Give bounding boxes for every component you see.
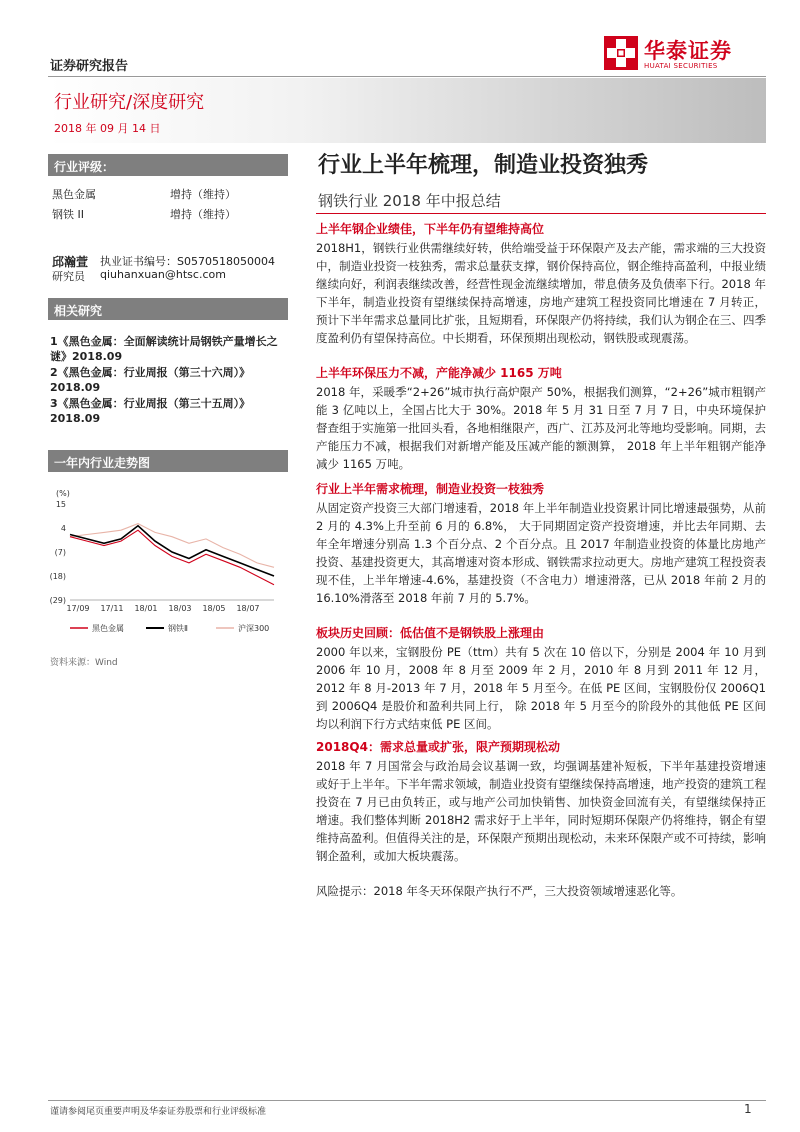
report-category: 行业研究/深度研究 [54,92,205,113]
trend-chart-header: 一年内行业走势图 [48,450,288,472]
section-heading: 板块历史回顾：低估值不是钢铁股上涨理由 [316,626,545,640]
section-body: 2018 年 7 月国常会与政治局会议基调一致，均强调基建补短板，下半年基建投资增速或好于上半年。下半年需求领域，制造业投资有望继续保持高增速，地产投资的建筑工程投资在 7 月已由负转正，或与地产公司加快销售、加快资金回流有关，有望继续保持正增速。我们整体判断 2018H2 需求好于上半年，同时短期环保限产仍将维持，钢企有望维持高盈利。但值得关注的是，环保限产预期出现松动，未来环保限产或不可持续，影响钢企盈利，或加大板块震荡。 [316,759,766,863]
logo-text-en: HUATAI SECURITIES [644,62,718,70]
analyst-name: 邱瀚萱 [52,255,89,269]
summary-section [316,365,766,473]
section-body: 从固定资产投资三大部门增速看，2018 年上半年制造业投资累计同比增速最强势，从前 2 月的 4.3%上升至前 6 月的 6.8%， 大于同期固定资产投资增速，并比去年同期、去年全年增速分别高 1.3 个百分点、2 个百分点。且 2017 年制造业投资的体量比房地产投资、基建投资更大，其高增速对资本形成、钢铁需求拉动更大。房地产建筑工程投资表现不佳，上半年增速-4.6%，基建投资（不含电力）增速滑落，已从 2018 年前 2 月的 16.10%滑落至 2018 年前 7 月的 5.7%。 [316,501,766,605]
chart-series-line-1 [70,530,274,585]
chart-legend-label: 黑色金属 [92,624,124,633]
chart-x-tick-label: 18/01 [134,604,158,613]
chart-y-tick-label: (29) [49,596,66,605]
rating-industry: 钢铁 II [52,208,84,221]
related-research-item[interactable]: 1《黑色金属：全面解读统计局钢铁产量增长之谜》2018.09 [50,335,278,363]
rating-value: 增持（维持） [170,188,236,201]
report-subtitle: 钢铁行业 2018 年中报总结 [318,192,501,210]
chart-x-tick-label: 18/05 [202,604,226,613]
footer-disclaimer[interactable]: 谨请参阅尾页重要声明及华泰证券股票和行业评级标准 [50,1107,267,1117]
section-body: 2018 年，采暖季“2+26”城市执行高炉限产 50%，根据我们测算，“2+26”城市粗钢产能 3 亿吨以上，全国占比大于 30%。2018 年 5 月 31 日至 7 月 7 日，中央环境保护督查组于实施第一批回头看，各地相继限产，西广、江苏及河北等地均受影响。同期，去产能压力不减，根据我们对新增产能及压减产能的额测算， 2018 年上半年粗钢产能净减少 1165 万吨。 [316,385,766,471]
report-title: 行业上半年梳理，制造业投资独秀 [318,153,649,178]
analyst-email[interactable]: qiuhanxuan@htsc.com [100,268,226,281]
report-date: 2018 年 09 月 14 日 [54,122,161,135]
chart-source: 资料来源：Wind [50,658,118,668]
document-type-label: 证券研究报告 [50,59,129,74]
related-research-list [50,334,288,427]
chart-x-tick-label: 18/03 [168,604,192,613]
section-heading: 上半年环保压力不减，产能净减少 1165 万吨 [316,366,562,380]
risk-section [316,882,766,900]
chart-y-tick-label: (18) [49,572,66,581]
summary-section [316,625,766,733]
chart-legend-label: 沪深300 [238,624,270,633]
chart-y-unit: (%) [56,489,70,498]
summary-section [316,221,766,347]
chart-y-tick-label: 4 [60,524,66,533]
industry-trend-chart [46,482,290,642]
related-research-item[interactable]: 3《黑色金属：行业周报（第三十五周）》2018.09 [50,397,251,425]
section-heading: 行业上半年需求梳理，制造业投资一枝独秀 [316,482,545,496]
chart-x-tick-label: 18/07 [236,604,260,613]
analyst-info [52,253,288,283]
analyst-cert: 执业证书编号：S0570518050004 [100,255,275,268]
title-divider [316,213,766,214]
huatai-logo [604,36,764,76]
section-body: 2000 年以来，宝钢股份 PE（ttm）共有 5 次在 10 倍以下，分别是 2004 年 10 月到 2006 年 10 月，2008 年 8 月至 2009 年 2 月，2010 年 8 月到 2011 年 12 月，2012 年 8 月-2013 年 7 月，2018 年 5 月至今。在低 PE 区间，宝钢股份仅 2006Q1 到 2006Q4 是股价和盈利共同上行， 除 2018 年 5 月至今的阶段外的其他低 PE 区间均以利润下行方式结束低 PE 区间。 [316,645,766,731]
chart-series-line-3 [70,524,274,568]
rating-section-header: 行业评级： [48,154,288,176]
header-divider [48,76,766,77]
related-research-item[interactable]: 2《黑色金属：行业周报（第三十六周）》2018.09 [50,366,251,394]
rating-value: 增持（维持） [170,208,236,221]
section-heading: 2018Q4：需求总量或扩张，限产预期现松动 [316,740,560,754]
rating-industry: 黑色金属 [52,188,96,201]
logo-mark-icon [604,36,638,70]
rating-row [52,186,284,202]
chart-x-tick-label: 17/09 [66,604,90,613]
summary-section [316,481,766,607]
logo-text-cn: 华泰证券 [644,39,732,63]
chart-y-tick-label: (7) [54,548,66,557]
section-heading: 上半年钢企业绩佳，下半年仍有望维持高位 [316,222,545,236]
rating-row [52,206,284,222]
analyst-role: 研究员 [52,270,85,283]
page-number: 1 [744,1102,752,1116]
footer-divider [48,1100,766,1101]
summary-section [316,739,766,865]
section-body: 2018H1，钢铁行业供需继续好转，供给端受益于环保限产及去产能，需求端的三大投资中，制造业投资一枝独秀，需求总量获支撑，钢价保持高位，钢企维持高盈利，中报业绩继续向好，利润表继续改善，经营性现金流继续增加，带息债务及负债率下行。2018 年下半年，制造业投资有望继续保持高增速，房地产建筑工程投资同比增速在 7 月转正，预计下半年需求总量同比扩张，且短期看，环保限产仍将持续，我们认为钢企在三、四季度盈利仍有望保持高位。中长期看，环保预期出现松动，钢铁股或现震荡。 [316,241,766,345]
category-banner [48,78,766,143]
risk-warning: 风险提示：2018 年冬天环保限产执行不严，三大投资领域增速恶化等。 [316,884,683,898]
chart-x-tick-label: 17/11 [100,604,124,613]
chart-y-tick-label: 15 [55,500,66,509]
chart-legend-label: 钢铁Ⅱ [168,624,188,633]
related-research-header: 相关研究 [48,298,288,320]
